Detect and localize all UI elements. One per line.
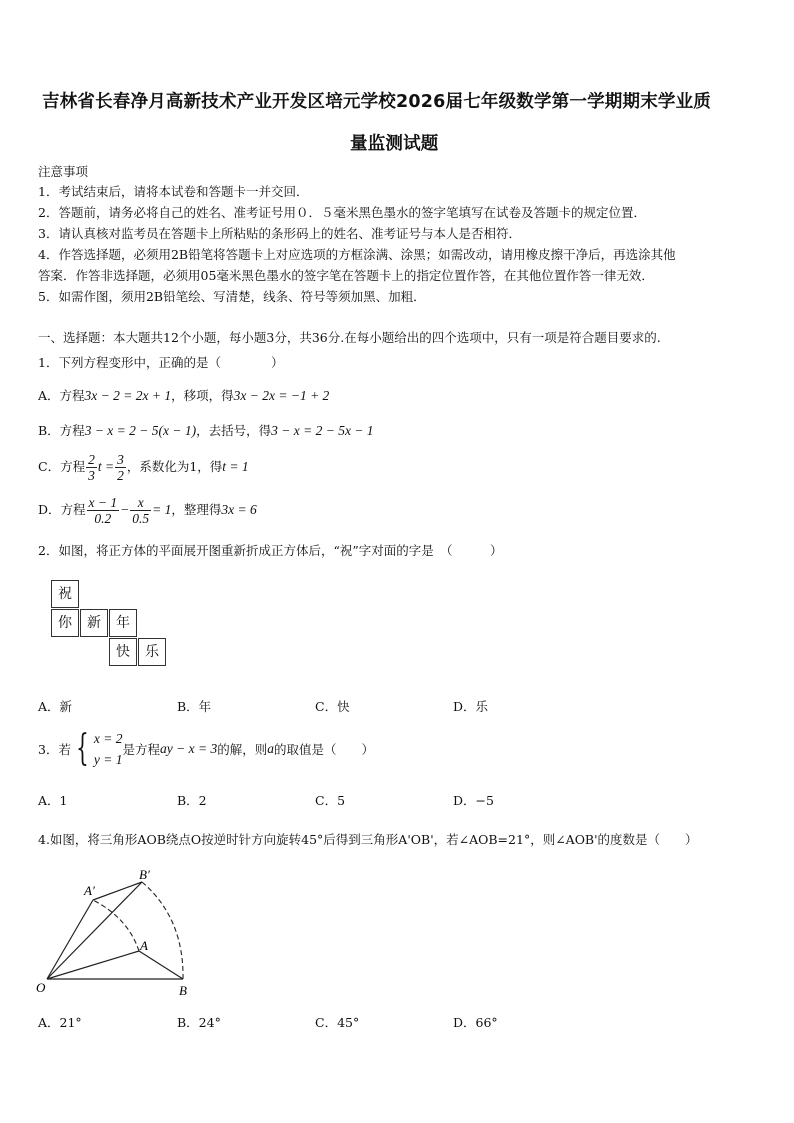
net-cell-kuai: 快	[109, 638, 137, 666]
q1-c-eq2: t = 1	[222, 459, 249, 474]
q1-a-mid: ，移项，得	[171, 388, 234, 403]
label-A1: A′	[84, 883, 95, 898]
q2-stem: 2．如图，将正方体的平面展开图重新折成正方体后，“祝”字对面的字是 （ ）	[38, 543, 503, 558]
q4-option-c: C．45°	[315, 1015, 360, 1030]
q2-option-b: B．年	[177, 699, 212, 714]
q2-option-c: C．快	[315, 699, 350, 714]
q3-option-b: B．2	[177, 793, 207, 808]
q3-eq: ay − x = 3	[159, 741, 218, 756]
q1-a-eq2: 3x − 2x = −1 + 2	[233, 388, 330, 403]
notice-item-5: 5．如需作图，须用2B铅笔绘、写清楚，线条、符号等须加黑、加粗．	[38, 289, 426, 304]
q1-c-den2: 2	[117, 468, 124, 483]
q1-option-b	[38, 421, 374, 439]
q1-option-c	[38, 452, 249, 483]
q1-option-d	[38, 495, 257, 526]
net-cell-zhu: 祝	[51, 580, 79, 608]
q1-c-mid: ，系数化为1，得	[126, 459, 223, 474]
section-heading: 一、选择题：本大题共12个小题，每小题3分，共36分.在每小题给出的四个选项中，只有一项是符合题目要求的.	[38, 330, 661, 345]
rotation-figure	[30, 862, 230, 1002]
q4-option-a: A．21°	[38, 1015, 82, 1030]
q3-option-d: D．−5	[453, 793, 494, 808]
net-cell-xin: 新	[80, 609, 108, 637]
q3-sys2: y = 1	[93, 752, 123, 767]
q3-var-a: a	[267, 741, 274, 756]
q3-system	[94, 728, 123, 770]
q3-mid: 是方程	[122, 742, 160, 757]
q1-d-frac2	[130, 495, 151, 526]
q1-d-eq: = 1	[152, 502, 172, 517]
q1-c-num1: 2	[88, 452, 95, 467]
q1-c-t: t =	[97, 459, 115, 474]
q3-post: 的取值是（ ）	[273, 742, 374, 757]
arc-B-B1	[142, 882, 183, 979]
net-cell-ni: 你	[51, 609, 79, 637]
q1-b-label: B．方程	[38, 423, 85, 438]
q1-d-den2: 0.5	[132, 511, 150, 526]
q4-stem: 4.如图，将三角形AOB绕点O按逆时针方向旋转45°后得到三角形A'OB'，若∠AOB=21°，则∠AOB'的度数是（ ）	[38, 832, 698, 847]
q3-mid2: 的解，则	[217, 742, 268, 757]
q3-option-a: A．1	[38, 793, 68, 808]
q1-option-a	[38, 386, 329, 404]
net-cell-le: 乐	[138, 638, 166, 666]
label-B1: B′	[139, 867, 150, 882]
q1-d-minus: −	[120, 502, 130, 517]
q1-d-num1: x − 1	[88, 495, 118, 510]
q1-c-num2: 3	[117, 452, 124, 467]
notice-item-4: 4．作答选择题，必须用2B铅笔将答题卡上对应选项的方框涂满、涂黑；如需改动，请用橡皮擦干净后，再选涂其他	[38, 247, 676, 262]
q1-d-mid: ，整理得	[171, 502, 222, 517]
q1-c-label: C．方程	[38, 459, 86, 474]
net-cell-nian: 年	[109, 609, 137, 637]
q1-stem: 1．下列方程变形中，正确的是（ ）	[38, 355, 284, 370]
page-title-line2: 量监测试题	[350, 134, 439, 154]
notice-item-1: 1．考试结束后，请将本试卷和答题卡一并交回．	[38, 184, 309, 199]
segment-AB	[139, 951, 183, 979]
q2-option-a: A．新	[38, 699, 73, 714]
segment-A1B1	[93, 882, 142, 900]
q3-pre: 3．若	[38, 742, 71, 757]
notice-item-4-cont: 答案．作答非选择题，必须用05毫米黑色墨水的签字笔在答题卡上的指定位置作答，在其他位置作答一律无效．	[38, 268, 654, 283]
q3-option-c: C．5	[315, 793, 346, 808]
notice-item-3: 3．请认真核对监考员在答题卡上所粘贴的条形码上的姓名、准考证号与本人是否相符．	[38, 226, 521, 241]
q1-b-mid: ，去括号，得	[196, 423, 272, 438]
q1-d-label: D．方程	[38, 502, 86, 517]
q2-option-d: D．乐	[453, 699, 489, 714]
q1-a-label: A．方程	[38, 388, 85, 403]
notice-heading: 注意事项	[38, 164, 89, 179]
q1-a-eq1: 3x − 2 = 2x + 1	[84, 388, 172, 403]
q1-c-den1: 3	[88, 468, 95, 483]
q1-b-eq1: 3 − x = 2 − 5(x − 1)	[84, 423, 197, 438]
q4-option-b: B．24°	[177, 1015, 221, 1030]
label-O: O	[36, 980, 46, 995]
q3-sys1: x = 2	[93, 731, 123, 746]
q1-b-eq2: 3 − x = 2 − 5x − 1	[271, 423, 374, 438]
label-B: B	[179, 983, 187, 998]
q1-c-frac1	[86, 452, 97, 483]
q1-d-eq2: 3x = 6	[221, 502, 257, 517]
q1-d-den1: 0.2	[94, 511, 112, 526]
q1-d-num2: x	[130, 495, 151, 511]
notice-item-2: 2．答题前，请务必将自己的姓名、准考证号用０．５毫米黑色墨水的签字笔填写在试卷及答题卡的规定位置．	[38, 205, 646, 220]
q4-option-d: D．66°	[453, 1015, 498, 1030]
label-A: A	[140, 938, 148, 953]
q1-d-frac1	[87, 495, 120, 526]
q3-brace: {	[76, 728, 89, 769]
q1-c-frac2	[115, 452, 126, 483]
q3-stem	[38, 728, 374, 770]
page-title-line1: 吉林省长春净月高新技术产业开发区培元学校2026届七年级数学第一学期期末学业质	[42, 92, 712, 112]
